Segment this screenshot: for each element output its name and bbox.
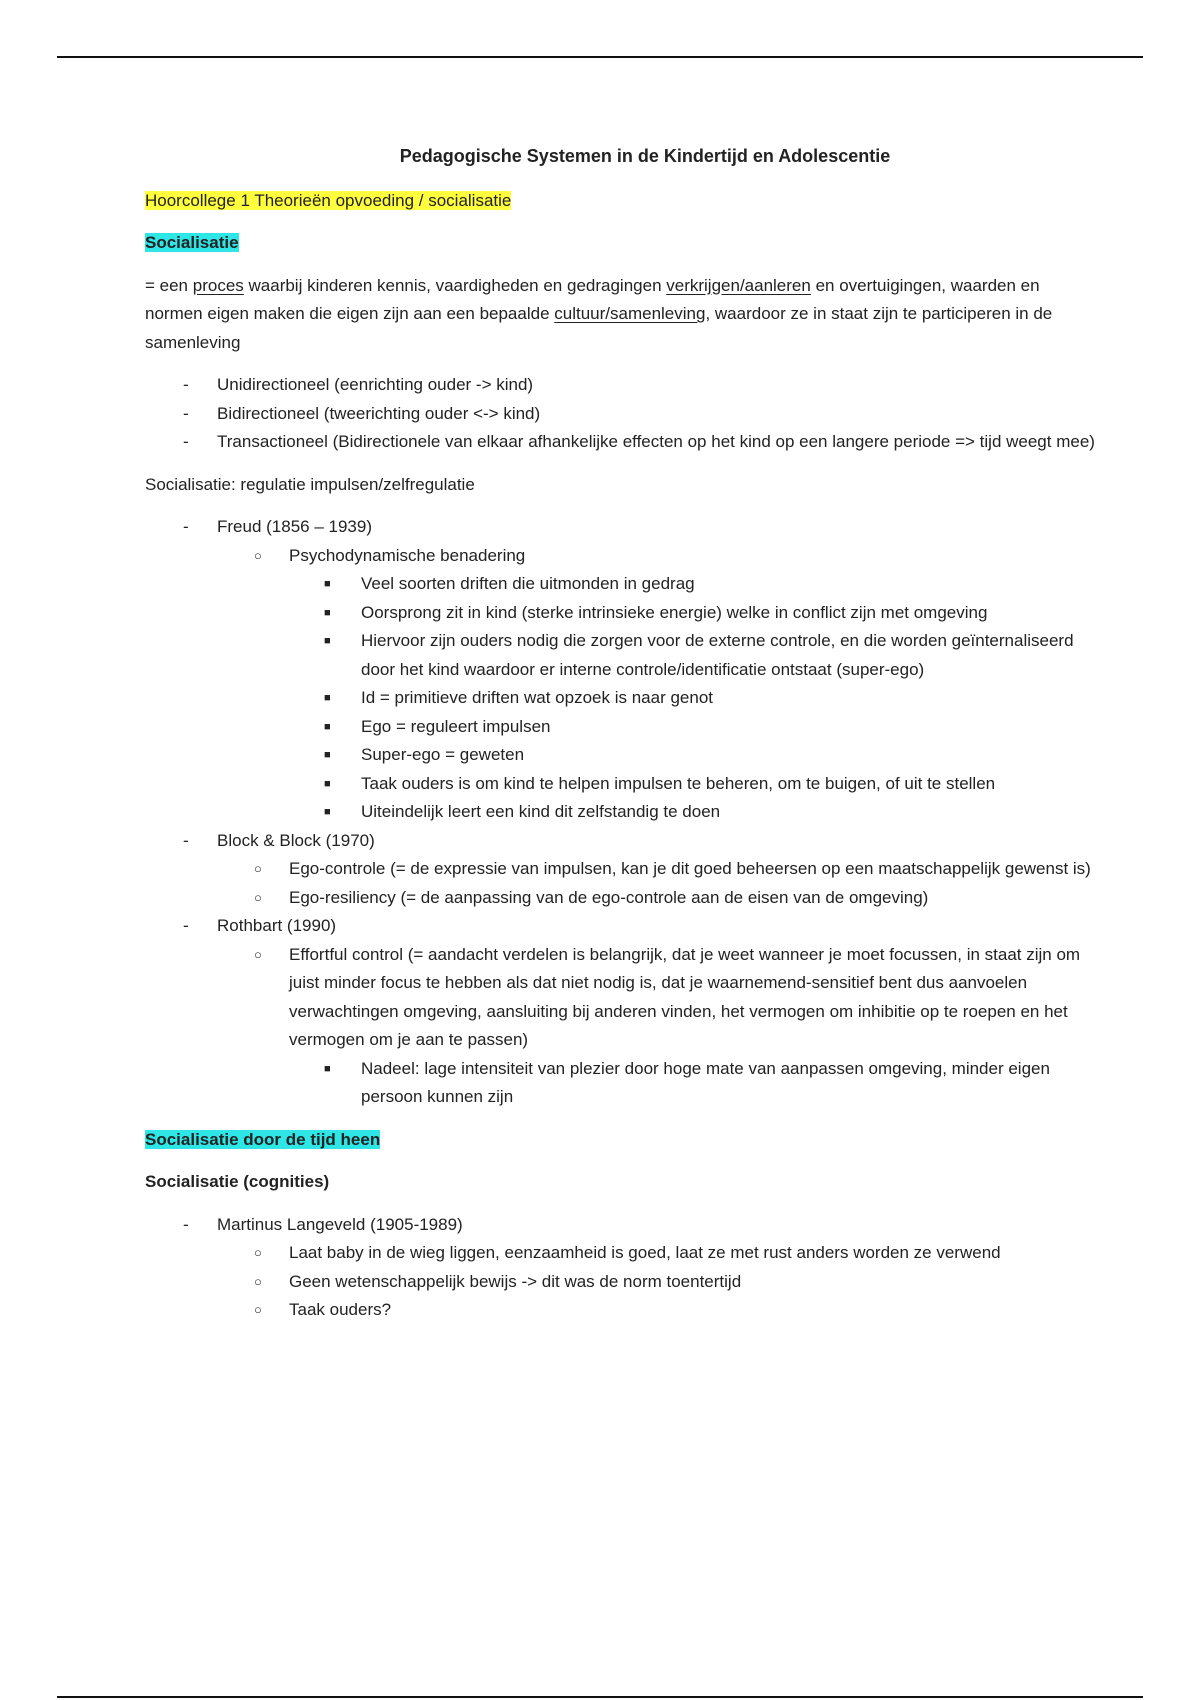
square-bullet: ■ [324, 692, 331, 704]
list-item-text: Laat baby in de wieg liggen, eenzaamheid is goed, laat ze met rust anders worden ze verwend [289, 1243, 1001, 1262]
list-item-text: Hiervoor zijn ouders nodig die zorgen voor de externe controle, en die worden geïnternaliseerd door het kind waardoor er interne controle/identificatie ontstaat (super-ego) [361, 631, 1074, 679]
list-item-text: Effortful control (= aandacht verdelen is belangrijk, dat je weet wanneer je moet focussen, in staat zijn om juist minder focus te hebben als dat niet nodig is, dat je waarnemend-sensitief bent dus aanvoelen verwachtingen omgeving, aansluiting bij anderen vinden, het vermogen om inhibitie op te roepen en het vermogen om je aan te passen) [289, 944, 1081, 1049]
langeveld-list [145, 1211, 1095, 1325]
definition-text: en overtuigingen, waarden en normen eigen maken die eigen zijn aan een bepaalde [145, 275, 1040, 323]
list-item [217, 1296, 1095, 1325]
lecture-heading [145, 187, 1095, 216]
list-item [217, 941, 1095, 1112]
rothbart-sublist [217, 941, 1095, 1112]
definition-text: , waardoor ze in staat zijn te participeren in de samenleving [145, 304, 1053, 352]
list-item-text: Freud (1856 – 1939) [217, 517, 372, 536]
definition-underline-proces: proces [192, 275, 244, 295]
list-item [217, 1239, 1095, 1268]
rothbart-points [289, 1055, 1095, 1112]
list-item [289, 627, 1095, 684]
section-heading-tijd [145, 1126, 1095, 1155]
list-item-text: Nadeel: lage intensiteit van plezier door hoge mate van aanpassen omgeving, minder eigen persoon kunnen zijn [361, 1058, 1050, 1106]
square-bullet: ■ [324, 578, 331, 590]
list-item-text: Oorsprong zit in kind (sterke intrinsieke energie) welke in conflict zijn met omgeving [361, 602, 988, 622]
dash-bullet: - [183, 1214, 189, 1234]
definition-underline-cultuur: cultuur/samenleving [554, 304, 706, 323]
block-sublist [217, 855, 1095, 912]
square-bullet: ■ [324, 806, 331, 818]
square-bullet: ■ [324, 1062, 331, 1075]
footer-rule [57, 1696, 1143, 1698]
list-item-text: Taak ouders is om kind te helpen impulsen te beheren, om te buigen, of uit te stellen [361, 773, 996, 793]
list-item [289, 599, 1095, 628]
dash-bullet: - [183, 375, 189, 394]
lecture-heading-text: Hoorcollege 1 Theorieën opvoeding / socialisatie [145, 190, 512, 210]
list-item-text: Super-ego = geweten [361, 745, 525, 764]
definition-paragraph [145, 272, 1095, 358]
circle-bullet: ○ [254, 946, 262, 962]
definition-text: waarbij kinderen kennis, vaardigheden en gedragingen [243, 275, 667, 295]
header-rule [57, 56, 1143, 58]
list-item [289, 1055, 1095, 1112]
theorist-list [145, 513, 1095, 1112]
circle-bullet: ○ [254, 889, 262, 905]
list-item [289, 798, 1095, 827]
list-item [289, 770, 1095, 799]
circle-bullet: ○ [254, 1273, 262, 1289]
square-bullet: ■ [324, 720, 331, 733]
list-item [289, 684, 1095, 713]
document-title: Pedagogische Systemen in de Kindertijd en Adolescentie [399, 146, 891, 166]
list-item-freud [145, 513, 1095, 827]
list-item [289, 713, 1095, 742]
list-item-text: Ego-controle (= de expressie van impulsen, kan je dit goed beheersen op een maatschappelijk gewenst is) [289, 859, 1091, 878]
list-item-langeveld [145, 1211, 1095, 1325]
list-item-text: Ego-resiliency (= de aanpassing van de ego-controle aan de eisen van de omgeving) [289, 887, 929, 907]
list-item-text: Geen wetenschappelijk bewijs -> dit was de norm toentertijd [289, 1271, 742, 1291]
list-item [145, 371, 1095, 400]
cognities-heading: Socialisatie (cognities) [145, 1172, 330, 1191]
list-item [145, 428, 1095, 457]
dash-bullet: - [183, 432, 189, 451]
list-item-rothbart [145, 912, 1095, 1112]
square-bullet: ■ [324, 749, 331, 761]
definition-text: = een [145, 275, 193, 295]
list-item [217, 884, 1095, 913]
section-heading-socialisatie [145, 229, 1095, 258]
circle-bullet: ○ [254, 547, 262, 563]
square-bullet: ■ [324, 777, 331, 790]
square-bullet: ■ [324, 606, 331, 619]
list-item-text: Martinus Langeveld (1905-1989) [217, 1214, 463, 1234]
list-item-block [145, 827, 1095, 913]
dash-bullet: - [183, 830, 189, 850]
list-item-text: Id = primitieve driften wat opzoek is naar genot [361, 688, 713, 707]
list-item-text: Uiteindelijk leert een kind dit zelfstandig te doen [361, 802, 721, 821]
list-item-text: Veel soorten driften die uitmonden in gedrag [361, 574, 695, 593]
list-item-text: Taak ouders? [289, 1300, 392, 1319]
freud-sublist [217, 542, 1095, 827]
list-item [145, 400, 1095, 429]
list-item-text: Ego = reguleert impulsen [361, 716, 551, 736]
list-item [217, 855, 1095, 884]
dash-bullet: - [183, 916, 189, 935]
circle-bullet: ○ [254, 861, 262, 876]
dash-bullet: - [183, 403, 189, 423]
section-heading-text: Socialisatie [145, 233, 239, 252]
langeveld-sublist [217, 1239, 1095, 1325]
document-body [145, 142, 1095, 1339]
definition-underline-verkrijgen: verkrijgen/aanleren [666, 275, 811, 295]
list-item-text: Transactioneel (Bidirectionele van elkaar afhankelijke effecten op het kind op een langere periode => tijd weegt mee) [217, 432, 1095, 451]
list-item [217, 1268, 1095, 1297]
direction-list [145, 371, 1095, 457]
list-item-text: Bidirectioneel (tweerichting ouder <-> kind) [217, 403, 541, 423]
list-item-text: Unidirectioneel (eenrichting ouder -> kind) [217, 375, 534, 394]
circle-bullet: ○ [254, 1302, 262, 1317]
section-heading-text: Socialisatie door de tijd heen [145, 1129, 381, 1149]
circle-bullet: ○ [254, 1245, 262, 1260]
dash-bullet: - [183, 517, 189, 536]
list-item [217, 542, 1095, 827]
regulation-label: Socialisatie: regulatie impulsen/zelfregulatie [145, 474, 475, 494]
list-item-text: Block & Block (1970) [217, 830, 375, 850]
list-item-text: Rothbart (1990) [217, 916, 337, 935]
square-bullet: ■ [324, 635, 331, 647]
list-item [289, 741, 1095, 770]
freud-points [289, 570, 1095, 827]
list-item-text: Psychodynamische benadering [289, 545, 526, 565]
list-item [289, 570, 1095, 599]
